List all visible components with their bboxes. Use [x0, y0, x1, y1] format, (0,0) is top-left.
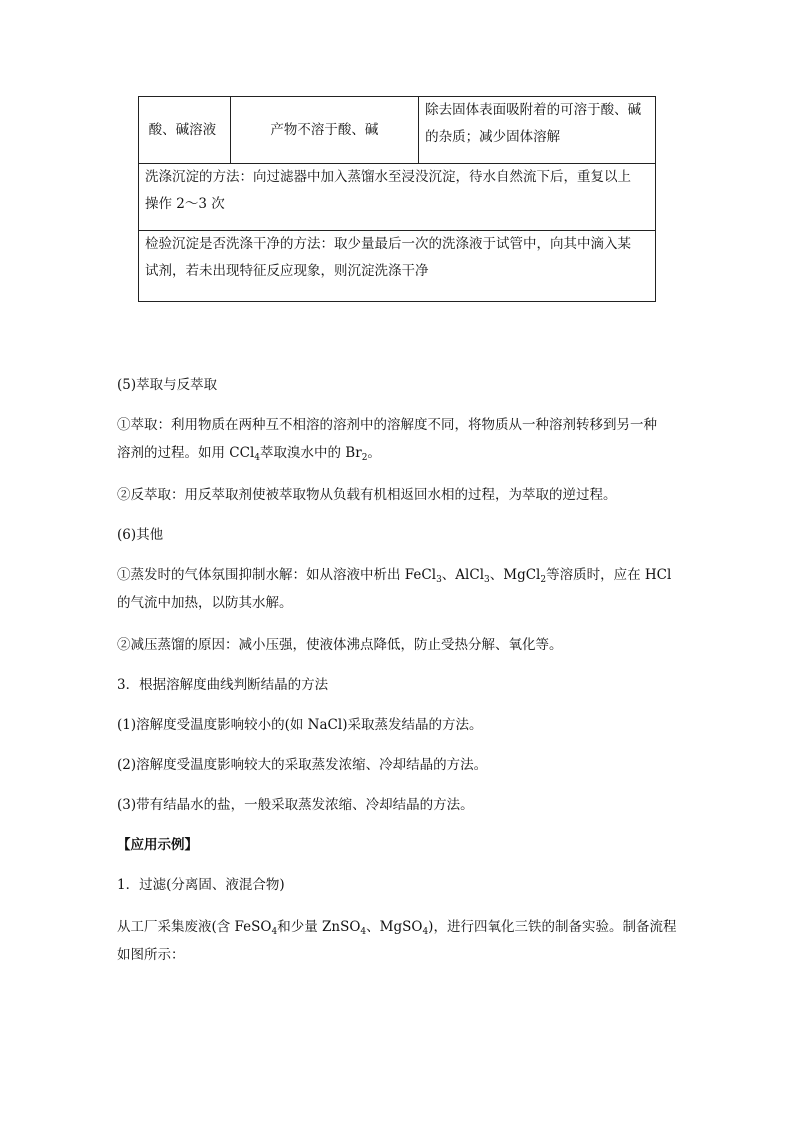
back-extraction-paragraph: ②反萃取：用反萃取剂使被萃取物从负载有机相返回水相的过程，为萃取的逆过程。	[117, 487, 617, 503]
crystallization-item-1: (1)溶解度受温度影响较小的(如 NaCl)采取蒸发结晶的方法。	[117, 717, 483, 733]
table-row	[139, 97, 656, 164]
vacuum-distillation-paragraph: ②减压蒸馏的原因：减小压强，使液体沸点降低，防止受热分解、氧化等。	[117, 637, 563, 653]
subscript: 4	[422, 927, 429, 937]
filtration-line2: 如图所示：	[117, 947, 185, 963]
subscript: 4	[254, 453, 261, 463]
extraction-text-a: 溶剂的过程。如用 CCl	[117, 445, 255, 461]
washing-method-line1: 洗涤沉淀的方法：向过滤器中加入蒸馏水至浸没沉淀，待水自然流下后，重复以上	[145, 169, 631, 185]
table-cell-condition: 产物不溶于酸、碱	[230, 97, 418, 164]
table-cell-solvent: 酸、碱溶液	[139, 97, 231, 164]
purpose-line1: 除去固体表面吸附着的可溶于酸、碱	[425, 102, 642, 118]
evaporation-line2: 的气流中加热，以防其水解。	[117, 595, 293, 611]
extraction-text-c: 。	[367, 445, 381, 461]
washing-method-line2: 操作 2～3 次	[145, 196, 225, 212]
table-cell-purpose	[419, 97, 656, 164]
extraction-line1: ①萃取：利用物质在两种互不相溶的溶剂中的溶解度不同，将物质从一种溶剂转移到另一种	[117, 417, 657, 433]
application-examples-title: 【应用示例】	[117, 837, 198, 853]
table-cell-washing-method	[139, 164, 656, 231]
washing-table	[138, 96, 656, 302]
filtration-description	[117, 913, 679, 969]
table-cell-wash-check	[139, 231, 656, 302]
subscript: 4	[271, 927, 278, 937]
subscript: 2	[361, 453, 368, 463]
heading-3: 3．根据溶解度曲线判断结晶的方法	[117, 677, 329, 693]
evaporation-text-c: 、MgCl	[489, 567, 541, 583]
evaporation-text-a: ①蒸发时的气体氛围抑制水解：如从溶液中析出 FeCl	[117, 567, 437, 583]
section-6-title: (6)其他	[117, 527, 164, 543]
section-5-title: (5)萃取与反萃取	[117, 377, 218, 393]
filtration-text-a: 从工厂采集废液(含 FeSO	[117, 919, 272, 935]
crystallization-item-3: (3)带有结晶水的盐，一般采取蒸发浓缩、冷却结晶的方法。	[117, 797, 474, 813]
filtration-text-b: 和少量 ZnSO	[277, 919, 361, 935]
table-row	[139, 231, 656, 302]
wash-check-line1: 检验沉淀是否洗涤干净的方法：取少量最后一次的洗涤液于试管中，向其中滴入某	[145, 236, 631, 252]
filtration-text-d: )，进行四氧化三铁的制备实验。制备流程	[428, 919, 677, 935]
evaporation-paragraph	[117, 561, 679, 617]
evaporation-text-b: 、AlCl	[441, 567, 485, 583]
extraction-paragraph	[117, 411, 679, 467]
subscript: 3	[436, 575, 442, 585]
purpose-line2: 的杂质；减少固体溶解	[425, 129, 561, 145]
extraction-text-b: 萃取溴水中的 Br	[260, 445, 362, 461]
filtration-text-c: 、MgSO	[366, 919, 423, 935]
crystallization-item-2: (2)溶解度受温度影响较大的采取蒸发浓缩、冷却结晶的方法。	[117, 757, 488, 773]
table-row	[139, 164, 656, 231]
evaporation-text-d: 等溶质时，应在 HCl	[546, 567, 672, 583]
subscript: 4	[360, 927, 367, 937]
subscript: 3	[484, 575, 490, 585]
subscript: 2	[540, 575, 547, 585]
wash-check-line2: 试剂，若未出现特征反应现象，则沉淀洗涤干净	[145, 263, 429, 279]
filtration-heading: 1．过滤(分离固、液混合物)	[117, 877, 285, 893]
